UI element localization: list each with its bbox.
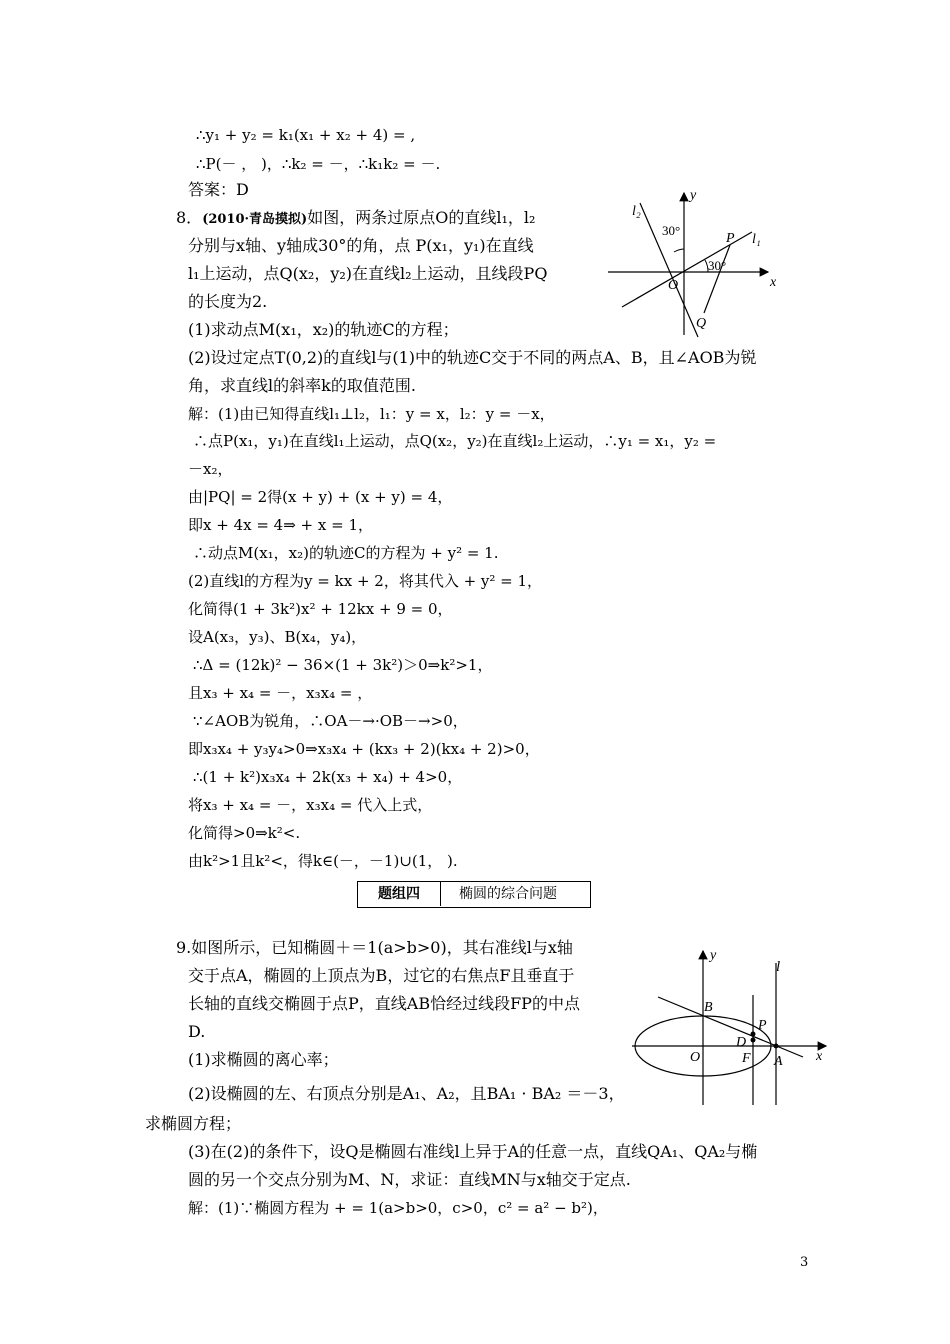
label-l2: l₂ [632,204,641,219]
problem8-intro: 如图，两条过原点O的直线l₁，l₂ [307,208,536,227]
text-line: ∴P(－ ， )，∴k₂ = －，∴k₁k₂ = －. [196,155,441,173]
segment-pq [704,245,730,313]
label-l: l [776,959,781,975]
problem9-line: 交于点A，椭圆的上顶点为B，过它的右焦点F且垂直于 [188,966,575,985]
label-l1: l₁ [752,232,761,247]
solution-line: 解：(1)∵椭圆方程为 + = 1(a>b>0，c>0，c² = a² − b²)， [188,1199,608,1217]
solution-line: 由|PQ| = 2得(x + y) + (x + y) = 4， [188,488,453,506]
label-q: Q [696,316,707,331]
page-number: 3 [800,1255,809,1270]
point-d [751,1038,756,1043]
solution-line: 即x + 4x = 4⇒ + x = 1， [188,516,373,534]
line-ab [658,997,803,1057]
problem8-line: 角，求直线l的斜率k的取值范围. [188,376,416,395]
solution-line: －x₂， [188,460,233,478]
problem8-line: (1)求动点M(x₁，x₂)的轨迹C的方程； [188,320,459,339]
figure-lines-through-origin [600,185,790,345]
problem8-line: l₁上运动，点Q(x₂，y₂)在直线l₂上运动，且线段PQ [188,264,548,283]
solution-line: ∵∠AOB为锐角，∴OA－→·OB－→>0， [193,712,468,730]
label-p: P [758,1018,767,1033]
label-o: O [690,1050,701,1065]
label-d: D [736,1035,747,1050]
problem8-source: (2010·青岛摸拟) [202,212,308,227]
problem9-line: (1)求椭圆的离心率； [188,1050,339,1069]
solution-line: 且x₃ + x₄ = －，x₃x₄ = ， [188,684,373,702]
solution-line: 即x₃x₄ + y₃y₄>0⇒x₃x₄ + (kx₃ + 2)(kx₄ + 2)>0， [188,740,540,758]
problem9-line: 长轴的直线交椭圆于点P，直线AB恰经过线段FP的中点 [188,994,580,1013]
problem8-line [176,208,535,230]
text-line: ∴y₁ + y₂ = k₁(x₁ + x₂ + 4) = , [196,126,416,144]
solution-line: ∴(1 + k²)x₃x₄ + 2k(x₃ + x₄) + 4>0， [193,768,463,786]
solution-line: 化简得>0⇒k²<. [188,824,301,842]
problem9-line: D. [188,1022,206,1041]
solution-line: ∴点P(x₁，y₁)在直线l₁上运动，点Q(x₂，y₂)在直线l₂上运动，∴y₁ = x₁，y₂ = [193,432,717,450]
section-heading [357,881,591,908]
figure-ellipse [628,945,840,1110]
problem9-line: 圆的另一个交点分别为M、N，求证：直线MN与x轴交于定点. [188,1170,631,1189]
label-b: B [704,1000,713,1015]
label-y: y [710,948,717,963]
angle-arc [674,249,684,252]
label-angle-top: 30° [662,223,681,238]
point-p [751,1032,756,1037]
label-angle-right: 30° [708,258,727,273]
solution-line: 将x₃ + x₄ = －，x₃x₄ = 代入上式， [188,796,433,814]
answer-line: 答案：D [188,180,249,199]
solution-line: 设A(x₃，y₃)、B(x₄，y₄)， [188,628,367,646]
label-x: x [816,1049,823,1064]
solution-line: ∴Δ = (12k)² − 36×(1 + 3k²)＞0⇒k²>1， [193,656,493,674]
solution-line: 解：(1)由已知得直线l₁⊥l₂，l₁：y = x，l₂：y = －x， [188,405,555,423]
section-title: 椭圆的综合问题 [459,886,557,902]
problem9-line: (3)在(2)的条件下，设Q是椭圆右准线l上异于A的任意一点，直线QA₁、QA₂与椭 [188,1142,758,1161]
label-f: F [742,1051,751,1066]
problem8-number: 8． [176,208,203,227]
label-p: P [726,231,735,246]
solution-line: 化简得(1 + 3k²)x² + 12kx + 9 = 0， [188,600,453,618]
problem8-line: (2)设过定点T(0,2)的直线l与(1)中的轨迹C交于不同的两点A、B，且∠AOB为锐 [188,348,757,367]
section-label: 题组四 [358,882,441,906]
label-o: O [668,278,679,293]
solution-line: ∴动点M(x₁，x₂)的轨迹C的方程为 + y² = 1. [193,544,499,562]
solution-line: 由k²>1且k²<，得k∈(－，－1)∪(1， ). [188,852,458,870]
problem9-line: 求椭圆方程； [145,1114,242,1133]
solution-line: (2)直线l的方程为y = kx + 2，将其代入 + y² = 1， [188,572,543,590]
label-a: A [774,1054,783,1069]
label-x: x [770,275,777,290]
problem9-line: (2)设椭圆的左、右顶点分别是A₁、A₂，且BA₁ · BA₂ ＝－3， [188,1084,625,1103]
problem8-line: 分别与x轴、y轴成30°的角，点 P(x₁，y₁)在直线 [188,236,534,255]
label-y: y [690,188,697,203]
problem8-line: 的长度为2. [188,292,268,311]
point-a [774,1044,779,1049]
problem9-line: 9.如图所示，已知椭圆＋＝1(a>b>0)，其右准线l与x轴 [176,938,573,957]
